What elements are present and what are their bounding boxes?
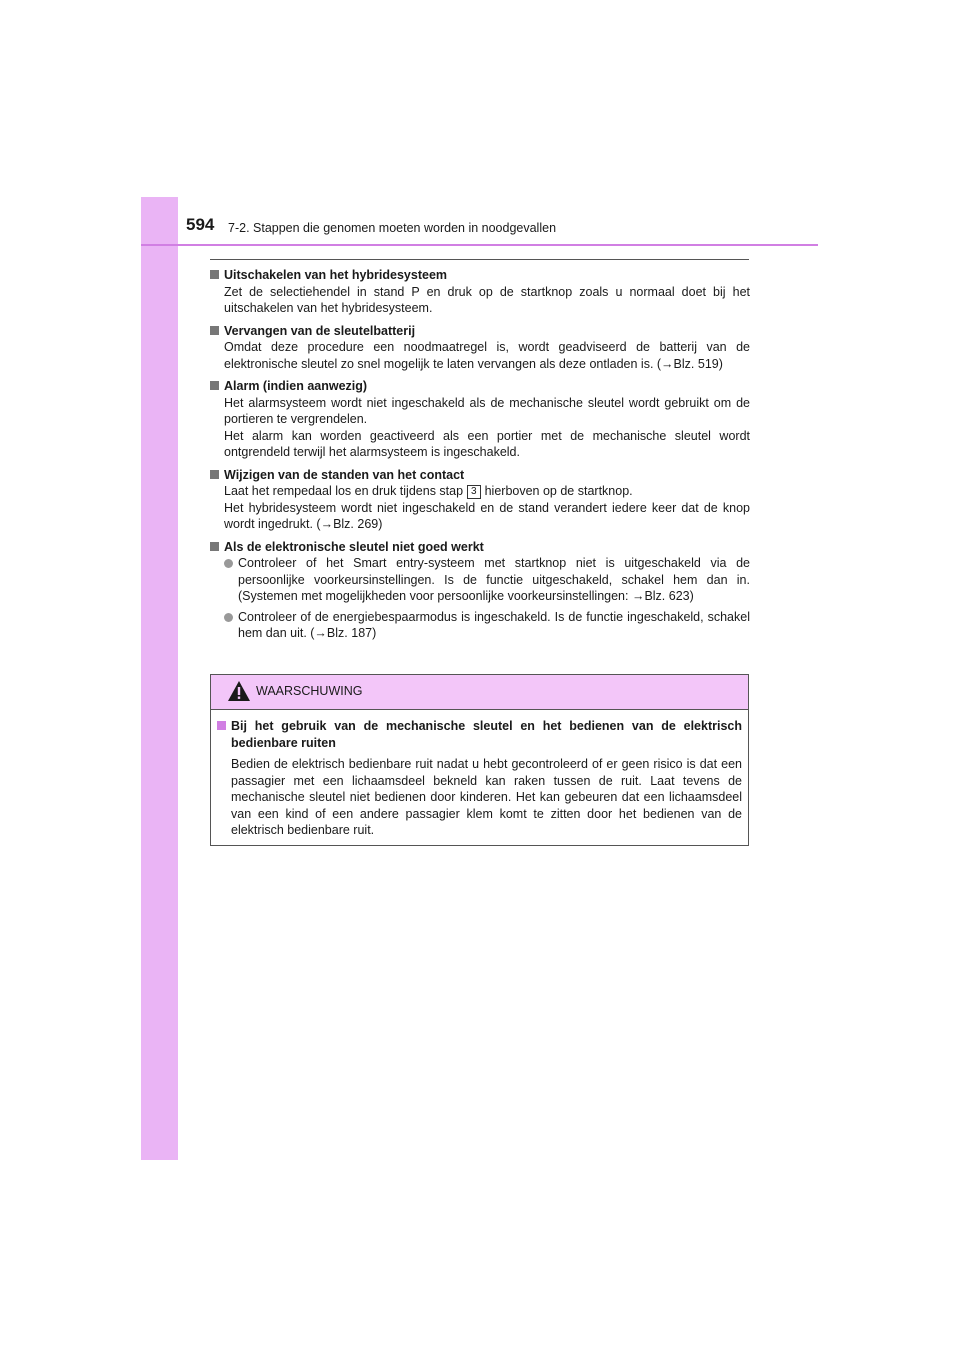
warning-header <box>211 675 748 710</box>
section-key-malfunction <box>210 539 750 642</box>
square-bullet-icon <box>217 721 226 730</box>
content-divider <box>210 259 749 260</box>
warning-box <box>210 674 749 846</box>
section-heading: Vervangen van de sleutelbatterij <box>224 323 416 338</box>
square-bullet-icon <box>210 542 219 551</box>
section-alarm <box>210 378 750 461</box>
step-number-badge: 3 <box>467 485 481 499</box>
warning-body <box>211 710 748 839</box>
warning-title: WAARSCHUWING <box>256 684 363 698</box>
warning-text: Bedien de elektrisch bedienbare ruit nadat u hebt gecontroleerd of er geen risico is dat een passagier met een lichaamsdeel bekneld kan raken tussen de ruit. Laat tevens de mechanische sleutel niet bedienen door kinderen. Het kan gebeuren dat een lichaamsdeel van een kind of een andere passagier klem komt te zitten door het bedienen van de elektrisch bedienbare ruit. <box>231 757 742 837</box>
text-before-step: Laat het rempedaal los en druk tijdens stap <box>224 484 464 498</box>
page-content <box>210 267 750 648</box>
section-text: Zet de selectiehendel in stand P en druk op de startknop zoals u normaal doet bij het uitschakelen van het hybridesysteem. <box>224 284 750 315</box>
section-hybrid-off <box>210 267 750 317</box>
square-bullet-icon <box>210 326 219 335</box>
square-bullet-icon <box>210 270 219 279</box>
section-text: Omdat deze procedure een noodmaatregel is, wordt geadviseerd de batterij van de elektronische sleutel zo snel mogelijk te laten vervangen als deze ontladen is. (→Blz. 519) <box>224 340 750 371</box>
round-bullet-icon <box>224 559 233 568</box>
list-item: Controleer of de energiebespaarmodus is ingeschakeld. Is de functie ingeschakeld, schakel hem dan uit. (→Blz. 187) <box>210 609 750 642</box>
square-bullet-icon <box>210 381 219 390</box>
warning-heading: Bij het gebruik van de mechanische sleutel en het bedienen van de elektrisch bedienbare ruiten <box>231 719 742 750</box>
chapter-title: 7-2. Stappen die genomen moeten worden in noodgevallen <box>228 221 557 235</box>
section-ignition-modes <box>210 467 750 533</box>
page-number: 594 <box>186 215 215 234</box>
section-heading: Als de elektronische sleutel niet goed werkt <box>224 539 484 554</box>
section-heading: Wijzigen van de standen van het contact <box>224 467 465 482</box>
section-text: Het alarm kan worden geactiveerd als een portier met de mechanische sleutel wordt ontgrendeld terwijl het alarmsysteem is ingeschakeld. <box>224 428 750 459</box>
section-heading: Uitschakelen van het hybridesysteem <box>224 268 448 282</box>
round-bullet-icon <box>224 613 233 622</box>
list-item: Controleer of het Smart entry-systeem met startknop niet is uitgeschakeld via de persoonlijke voorkeursinstellingen. Is de functie uitgeschakeld, schakel hem dan in. (Systemen met mogelijkheden voor persoonlijke voorkeursinstellingen: →Blz. 623) <box>210 555 750 605</box>
warning-triangle-icon <box>227 680 251 702</box>
chapter-sidebar-tab <box>141 197 178 1160</box>
text-after-step: hierboven op de startknop. <box>484 484 633 498</box>
square-bullet-icon <box>210 470 219 479</box>
section-heading: Alarm (indien aanwezig) <box>224 379 368 393</box>
section-text: Het hybridesysteem wordt niet ingeschakeld en de stand verandert iedere keer dat de knop wordt ingedrukt. (→Blz. 269) <box>224 500 750 531</box>
section-text <box>210 483 750 500</box>
header-divider <box>141 244 818 246</box>
section-key-battery <box>210 323 750 373</box>
section-text: Het alarmsysteem wordt niet ingeschakeld als de mechanische sleutel wordt gebruikt om de portieren te vergrendelen. <box>224 395 750 426</box>
